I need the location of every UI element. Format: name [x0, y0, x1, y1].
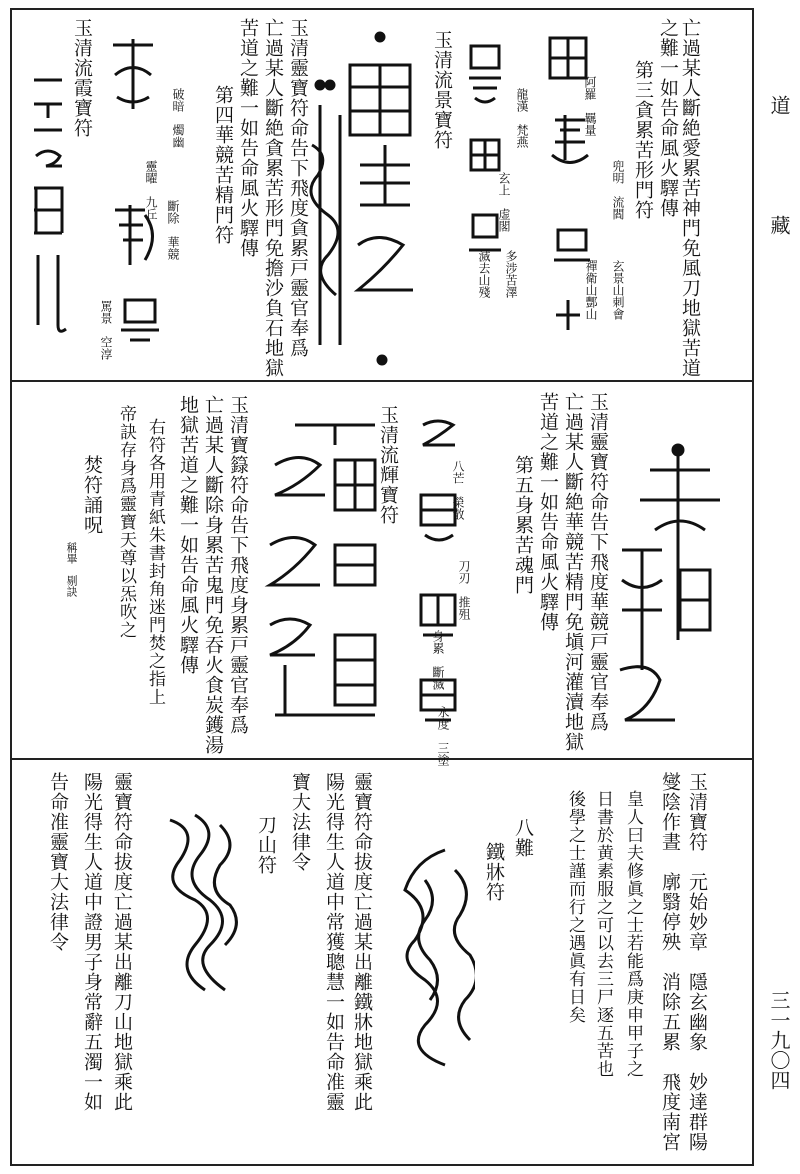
- text-column: 靈寶符命拔度亡過某出離鐵牀地獄乘此: [351, 772, 373, 1112]
- talisman-label: 禪衛山酆山: [584, 260, 598, 320]
- text-column: 後學之士謹而行之遇眞有日矣: [565, 790, 585, 1024]
- text-column: 右符各用青紙朱書封角迷門焚之指上: [145, 418, 165, 706]
- talisman-label: 永度 三塗: [436, 706, 450, 766]
- talisman-label: 玄景山刺會: [611, 260, 625, 320]
- talisman-label: 刀刃 推殂: [457, 560, 471, 620]
- page-number: 三一九〇四: [767, 990, 791, 1090]
- text-column: 玉清寶籙符命告下飛度身累戸靈官奉爲: [227, 395, 249, 735]
- text-column: 刀山符: [255, 815, 277, 875]
- text-column: 日書於黄素服之可以去三尸逐五苦也: [593, 790, 613, 1078]
- talisman-label: 多涉苦澤: [504, 250, 518, 298]
- text-column: 玉清寶符 元始妙章 隱玄幽象 妙達群陽: [686, 772, 708, 1152]
- text-column: 焚符誦呪: [81, 455, 103, 535]
- talisman-large-3: [610, 420, 720, 740]
- text-column: 第三貪累苦形門符: [632, 60, 654, 220]
- panel-divider-2: [10, 758, 754, 760]
- text-column: 告命准靈寶大法律令: [47, 772, 69, 952]
- text-column: 寶大法律令: [289, 772, 311, 872]
- talisman-large-2: [28, 70, 68, 335]
- text-column: 燮陰作晝 廓翳停殃 消除五累 飛度南宮: [659, 772, 681, 1152]
- talisman-label: 玄上 虚閣: [497, 172, 511, 232]
- talisman-seal-1: [540, 30, 610, 340]
- panel-divider-1: [10, 380, 754, 382]
- text-column: 第五身累苦魂門: [512, 455, 534, 595]
- talisman-wavy-1: [385, 840, 475, 1100]
- talisman-label: 龍漢 梵燕: [515, 88, 529, 148]
- collection-title: 道 藏: [767, 95, 791, 275]
- text-column: 地獄苦道之難一如告命風火驛傳: [177, 395, 199, 675]
- talisman-large-4: [255, 415, 390, 735]
- talisman-large-1: [300, 25, 430, 370]
- text-column: 陽光得生人道中證男子身常辭五濁一如: [81, 772, 103, 1112]
- talisman-label: 阿羅 羈量: [583, 76, 597, 136]
- talisman-label: 滅去山殘: [477, 250, 491, 298]
- text-column: 之難一如告命風火驛傳: [657, 18, 679, 218]
- text-column: 帝訣存身爲靈寶天尊以炁吹之: [116, 405, 136, 639]
- talisman-wavy-2: [150, 800, 245, 1040]
- talisman-label: 八芒 榮散: [451, 460, 465, 520]
- text-column: 亡過某人斷除身累苦鬼門免吞火食炭鑊湯: [202, 395, 224, 755]
- text-column: 八難: [512, 818, 534, 858]
- text-column: 鐵牀符: [483, 842, 505, 902]
- text-column: 亡過某人斷絶貪累苦形門免擔沙負石地獄: [262, 18, 284, 378]
- talisman-label: 破暗 燭幽: [171, 88, 185, 148]
- talisman-label: 身累 斷滅: [431, 630, 445, 690]
- talisman-label: 斷除 華競: [166, 200, 180, 260]
- talisman-seal-4: [415, 415, 465, 755]
- text-column: 靈寶符命拔度亡過某出離刀山地獄乘此: [111, 772, 133, 1112]
- text-column: 玉清流景寶符: [431, 30, 453, 150]
- talisman-label: 靈曜 九丘: [144, 160, 158, 220]
- talisman-label: 罵景 空淳: [99, 300, 113, 360]
- text-column: 第四華競苦精門符: [212, 85, 234, 245]
- text-column: 亡過某人斷絶愛累苦神門免風刀地獄苦道: [679, 18, 701, 378]
- talisman-seal-2: [465, 40, 505, 270]
- text-column: 皇人曰夫修眞之士若能爲庚申甲子之: [623, 790, 643, 1078]
- text-column: 苦道之難一如告命風火驛傳: [237, 18, 259, 258]
- text-column: 玉清流霞寶符: [71, 18, 93, 138]
- text-column: 陽光得生人道中常獲聰慧一如告命准靈: [323, 772, 345, 1112]
- text-column: 玉清流輝寶符: [377, 405, 399, 525]
- text-column: 玉清靈寶符命告下飛度貪累戸靈官奉爲: [287, 18, 309, 358]
- text-column: 亡過某人斷絶華競苦精門免塡河灌瀆地獄: [562, 392, 584, 752]
- talisman-seal-3: [105, 35, 170, 355]
- talisman-label: 稱畢 剔訣: [65, 542, 78, 597]
- text-column: 苦道之難一如告命風火驛傳: [537, 392, 559, 632]
- text-column: 玉清靈寶符命告下飛度華競戸靈官奉爲: [587, 392, 609, 732]
- talisman-label: 兜明 流閻: [611, 160, 625, 220]
